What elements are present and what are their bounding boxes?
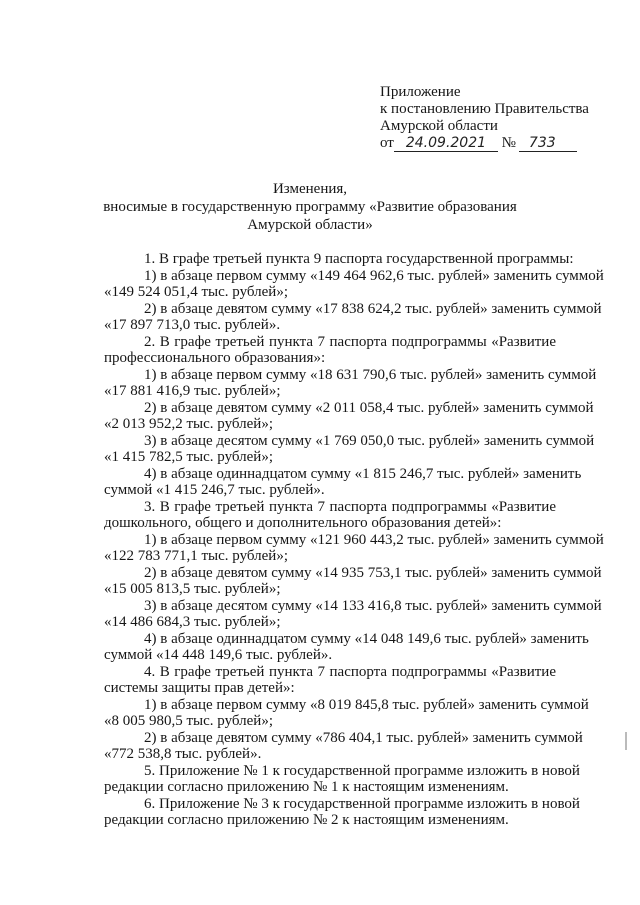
- body-line: 1) в абзаце первом сумму «149 464 962,6 тыс. рублей» заменить суммой: [144, 267, 604, 284]
- document-title: [90, 180, 530, 234]
- body-line: суммой «1 415 246,7 тыс. рублей».: [104, 482, 325, 498]
- appendix-region: Амурской области: [380, 118, 498, 134]
- body-line: 1) в абзаце первом сумму «8 019 845,8 тыс. рублей» заменить суммой: [144, 696, 589, 713]
- body-line: «122 783 771,1 тыс. рублей»;: [104, 548, 288, 564]
- title-line-1: Изменения,: [272, 181, 348, 197]
- date-prefix: от: [380, 135, 394, 151]
- body-line: 4) в абзаце одиннадцатом сумму «1 815 246,7 тыс. рублей» заменить: [144, 465, 582, 482]
- body-line: «772 538,8 тыс. рублей».: [104, 746, 262, 762]
- document-body: [104, 251, 604, 829]
- body-line: 4) в абзаце одиннадцатом сумму «14 048 149,6 тыс. рублей» заменить: [144, 630, 589, 647]
- body-line: «17 897 713,0 тыс. рублей».: [104, 317, 281, 333]
- handwritten-number: 733: [519, 136, 577, 152]
- body-line: 3. В графе третьей пункта 7 паспорта подпрограммы «Развитие: [144, 498, 556, 515]
- title-line-3: Амурской области»: [247, 217, 373, 233]
- body-line: 1. В графе третьей пункта 9 паспорта государственной программы:: [144, 251, 574, 267]
- body-line: суммой «14 448 149,6 тыс. рублей».: [104, 647, 333, 663]
- body-line: 3) в абзаце десятом сумму «1 769 050,0 тыс. рублей» заменить суммой: [144, 432, 595, 449]
- body-line: 1) в абзаце первом сумму «121 960 443,2 тыс. рублей» заменить суммой: [144, 531, 604, 548]
- body-line: «8 005 980,5 тыс. рублей»;: [104, 713, 273, 729]
- body-line: 2) в абзаце девятом сумму «14 935 753,1 тыс. рублей» заменить суммой: [144, 564, 602, 581]
- body-line: «14 486 684,3 тыс. рублей»;: [104, 614, 281, 630]
- body-line: 1) в абзаце первом сумму «18 631 790,6 тыс. рублей» заменить суммой: [144, 366, 597, 383]
- body-line: 2) в абзаце девятом сумму «786 404,1 тыс. рублей» заменить суммой: [144, 729, 583, 746]
- body-line: дошкольного, общего и дополнительного образования детей»:: [104, 515, 502, 531]
- body-line: «2 013 952,2 тыс. рублей»;: [104, 416, 273, 432]
- body-line: 2. В графе третьей пункта 7 паспорта подпрограммы «Развитие: [144, 333, 556, 350]
- body-line: редакции согласно приложению № 2 к настоящим изменениям.: [104, 812, 509, 828]
- body-line: «1 415 782,5 тыс. рублей»;: [104, 449, 273, 465]
- body-line: 5. Приложение № 1 к государственной программе изложить в новой: [144, 762, 580, 779]
- appendix-date-row: [380, 135, 589, 152]
- handwritten-date: 24.09.2021: [394, 136, 498, 152]
- number-prefix: №: [501, 135, 516, 151]
- body-line: «15 005 813,5 тыс. рублей»;: [104, 581, 281, 597]
- body-line: «149 524 051,4 тыс. рублей»;: [104, 284, 288, 300]
- body-line: 4. В графе третьей пункта 7 паспорта подпрограммы «Развитие: [144, 663, 556, 680]
- body-line: «17 881 416,9 тыс. рублей»;: [104, 383, 281, 399]
- title-line-2: вносимые в государственную программу «Развитие образования: [103, 199, 517, 215]
- body-line: 3) в абзаце десятом сумму «14 133 416,8 тыс. рублей» заменить суммой: [144, 597, 602, 614]
- appendix-header: [380, 84, 589, 152]
- scan-artifact: [625, 732, 627, 750]
- body-line: 2) в абзаце девятом сумму «17 838 624,2 тыс. рублей» заменить суммой: [144, 300, 602, 317]
- appendix-reference: к постановлению Правительства: [380, 101, 589, 117]
- appendix-label: Приложение: [380, 84, 461, 100]
- body-line: 6. Приложение № 3 к государственной программе изложить в новой: [144, 795, 580, 812]
- body-line: системы защиты прав детей»:: [104, 680, 295, 696]
- body-line: редакции согласно приложению № 1 к настоящим изменениям.: [104, 779, 509, 795]
- body-line: профессионального образования»:: [104, 350, 326, 366]
- body-line: 2) в абзаце девятом сумму «2 011 058,4 тыс. рублей» заменить суммой: [144, 399, 594, 416]
